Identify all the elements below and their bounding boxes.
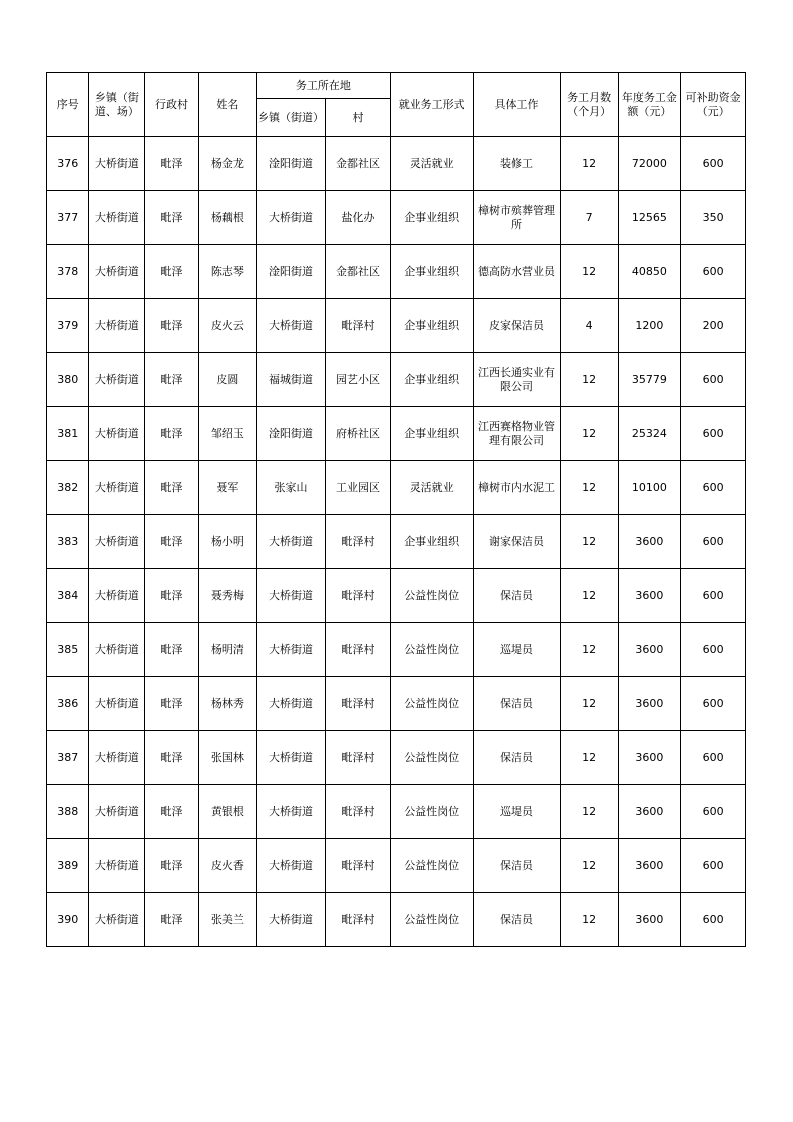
cell-employment-form: 企事业组织 <box>390 245 473 299</box>
cell-months: 12 <box>560 623 618 677</box>
col-header-village: 行政村 <box>145 73 199 137</box>
cell-work-location-village: 毗泽村 <box>326 569 391 623</box>
cell-annual-amount: 3600 <box>618 839 681 893</box>
cell-months: 12 <box>560 407 618 461</box>
cell-specific-work: 樟树市殡葬管理所 <box>473 191 560 245</box>
cell-town: 大桥街道 <box>89 677 145 731</box>
cell-specific-work: 德高防水营业员 <box>473 245 560 299</box>
cell-annual-amount: 1200 <box>618 299 681 353</box>
cell-town: 大桥街道 <box>89 893 145 947</box>
cell-work-location-village: 毗泽村 <box>326 731 391 785</box>
cell-employment-form: 企事业组织 <box>390 407 473 461</box>
cell-employment-form: 公益性岗位 <box>390 785 473 839</box>
col-header-work-location-village: 村 <box>326 99 391 137</box>
cell-subsidy: 600 <box>681 407 746 461</box>
cell-work-location-village: 金都社区 <box>326 245 391 299</box>
cell-work-location-town: 大桥街道 <box>256 785 325 839</box>
table-row <box>47 623 746 677</box>
cell-months: 12 <box>560 569 618 623</box>
cell-village: 毗泽 <box>145 353 199 407</box>
cell-annual-amount: 35779 <box>618 353 681 407</box>
cell-months: 12 <box>560 461 618 515</box>
cell-annual-amount: 3600 <box>618 731 681 785</box>
cell-specific-work: 谢家保洁员 <box>473 515 560 569</box>
cell-annual-amount: 25324 <box>618 407 681 461</box>
cell-specific-work: 巡堤员 <box>473 785 560 839</box>
col-header-name: 姓名 <box>198 73 256 137</box>
cell-seq: 383 <box>47 515 89 569</box>
cell-work-location-town: 大桥街道 <box>256 893 325 947</box>
cell-specific-work: 保洁员 <box>473 839 560 893</box>
cell-seq: 381 <box>47 407 89 461</box>
cell-work-location-town: 张家山 <box>256 461 325 515</box>
cell-months: 12 <box>560 245 618 299</box>
cell-village: 毗泽 <box>145 191 199 245</box>
cell-town: 大桥街道 <box>89 515 145 569</box>
cell-months: 12 <box>560 677 618 731</box>
cell-name: 杨小明 <box>198 515 256 569</box>
cell-village: 毗泽 <box>145 515 199 569</box>
cell-town: 大桥街道 <box>89 353 145 407</box>
col-header-specific-work: 具体工作 <box>473 73 560 137</box>
cell-village: 毗泽 <box>145 785 199 839</box>
col-header-months: 务工月数（个月） <box>560 73 618 137</box>
cell-employment-form: 公益性岗位 <box>390 839 473 893</box>
table-row <box>47 515 746 569</box>
cell-town: 大桥街道 <box>89 785 145 839</box>
cell-name: 张国林 <box>198 731 256 785</box>
cell-name: 邹绍玉 <box>198 407 256 461</box>
cell-name: 聂秀梅 <box>198 569 256 623</box>
cell-subsidy: 600 <box>681 515 746 569</box>
cell-work-location-town: 大桥街道 <box>256 299 325 353</box>
cell-village: 毗泽 <box>145 245 199 299</box>
cell-town: 大桥街道 <box>89 569 145 623</box>
cell-work-location-village: 园艺小区 <box>326 353 391 407</box>
cell-months: 12 <box>560 137 618 191</box>
table-row <box>47 731 746 785</box>
cell-annual-amount: 3600 <box>618 677 681 731</box>
cell-village: 毗泽 <box>145 677 199 731</box>
cell-work-location-town: 大桥街道 <box>256 515 325 569</box>
cell-work-location-town: 淦阳街道 <box>256 245 325 299</box>
cell-annual-amount: 12565 <box>618 191 681 245</box>
cell-months: 12 <box>560 515 618 569</box>
cell-name: 杨明清 <box>198 623 256 677</box>
cell-annual-amount: 40850 <box>618 245 681 299</box>
cell-work-location-village: 工业园区 <box>326 461 391 515</box>
cell-name: 杨林秀 <box>198 677 256 731</box>
cell-months: 12 <box>560 839 618 893</box>
cell-work-location-town: 大桥街道 <box>256 839 325 893</box>
cell-subsidy: 600 <box>681 137 746 191</box>
cell-work-location-town: 大桥街道 <box>256 731 325 785</box>
cell-annual-amount: 3600 <box>618 569 681 623</box>
cell-name: 陈志琴 <box>198 245 256 299</box>
table-row <box>47 569 746 623</box>
cell-seq: 384 <box>47 569 89 623</box>
cell-name: 聂军 <box>198 461 256 515</box>
cell-name: 张美兰 <box>198 893 256 947</box>
cell-months: 12 <box>560 785 618 839</box>
cell-work-location-village: 毗泽村 <box>326 677 391 731</box>
cell-name: 皮圆 <box>198 353 256 407</box>
cell-work-location-town: 福城街道 <box>256 353 325 407</box>
cell-town: 大桥街道 <box>89 191 145 245</box>
cell-months: 12 <box>560 893 618 947</box>
cell-annual-amount: 3600 <box>618 515 681 569</box>
cell-work-location-town: 大桥街道 <box>256 191 325 245</box>
cell-work-location-village: 毗泽村 <box>326 299 391 353</box>
cell-village: 毗泽 <box>145 623 199 677</box>
cell-employment-form: 企事业组织 <box>390 299 473 353</box>
cell-work-location-town: 大桥街道 <box>256 623 325 677</box>
cell-specific-work: 樟树市内水泥工 <box>473 461 560 515</box>
col-header-town: 乡镇（街道、场） <box>89 73 145 137</box>
table-header <box>47 73 746 137</box>
table-row <box>47 299 746 353</box>
cell-village: 毗泽 <box>145 893 199 947</box>
cell-subsidy: 600 <box>681 893 746 947</box>
cell-subsidy: 600 <box>681 785 746 839</box>
cell-town: 大桥街道 <box>89 461 145 515</box>
cell-annual-amount: 3600 <box>618 785 681 839</box>
cell-work-location-town: 大桥街道 <box>256 569 325 623</box>
cell-seq: 382 <box>47 461 89 515</box>
cell-specific-work: 巡堤员 <box>473 623 560 677</box>
table-row <box>47 893 746 947</box>
cell-annual-amount: 10100 <box>618 461 681 515</box>
employment-subsidy-table <box>46 72 746 947</box>
cell-employment-form: 公益性岗位 <box>390 893 473 947</box>
cell-employment-form: 公益性岗位 <box>390 623 473 677</box>
table-row <box>47 839 746 893</box>
cell-village: 毗泽 <box>145 299 199 353</box>
cell-seq: 376 <box>47 137 89 191</box>
cell-village: 毗泽 <box>145 407 199 461</box>
col-header-work-location-town: 乡镇（街道） <box>256 99 325 137</box>
table-row <box>47 461 746 515</box>
cell-seq: 389 <box>47 839 89 893</box>
cell-work-location-village: 金都社区 <box>326 137 391 191</box>
cell-work-location-village: 毗泽村 <box>326 515 391 569</box>
cell-village: 毗泽 <box>145 731 199 785</box>
cell-seq: 390 <box>47 893 89 947</box>
cell-town: 大桥街道 <box>89 407 145 461</box>
cell-name: 皮火云 <box>198 299 256 353</box>
cell-annual-amount: 72000 <box>618 137 681 191</box>
cell-seq: 380 <box>47 353 89 407</box>
cell-seq: 386 <box>47 677 89 731</box>
cell-work-location-village: 府桥社区 <box>326 407 391 461</box>
cell-village: 毗泽 <box>145 461 199 515</box>
cell-town: 大桥街道 <box>89 137 145 191</box>
cell-subsidy: 600 <box>681 623 746 677</box>
table-row <box>47 245 746 299</box>
cell-employment-form: 企事业组织 <box>390 515 473 569</box>
cell-months: 12 <box>560 731 618 785</box>
cell-town: 大桥街道 <box>89 839 145 893</box>
cell-specific-work: 保洁员 <box>473 569 560 623</box>
cell-work-location-village: 毗泽村 <box>326 893 391 947</box>
cell-specific-work: 装修工 <box>473 137 560 191</box>
table-row <box>47 677 746 731</box>
cell-town: 大桥街道 <box>89 623 145 677</box>
cell-employment-form: 公益性岗位 <box>390 731 473 785</box>
table-container <box>46 72 746 947</box>
col-header-annual-amount: 年度务工金额（元） <box>618 73 681 137</box>
table-row <box>47 407 746 461</box>
cell-annual-amount: 3600 <box>618 893 681 947</box>
cell-annual-amount: 3600 <box>618 623 681 677</box>
cell-name: 黄银根 <box>198 785 256 839</box>
cell-specific-work: 保洁员 <box>473 731 560 785</box>
cell-name: 杨金龙 <box>198 137 256 191</box>
cell-seq: 388 <box>47 785 89 839</box>
cell-seq: 377 <box>47 191 89 245</box>
table-row <box>47 785 746 839</box>
cell-subsidy: 600 <box>681 461 746 515</box>
cell-village: 毗泽 <box>145 839 199 893</box>
cell-work-location-town: 大桥街道 <box>256 677 325 731</box>
cell-subsidy: 200 <box>681 299 746 353</box>
cell-seq: 387 <box>47 731 89 785</box>
cell-work-location-town: 淦阳街道 <box>256 407 325 461</box>
col-header-work-location-group: 务工所在地 <box>256 73 390 99</box>
cell-work-location-village: 毗泽村 <box>326 839 391 893</box>
col-header-subsidy: 可补助资金（元） <box>681 73 746 137</box>
cell-subsidy: 600 <box>681 731 746 785</box>
cell-subsidy: 600 <box>681 569 746 623</box>
cell-town: 大桥街道 <box>89 731 145 785</box>
cell-name: 杨藕根 <box>198 191 256 245</box>
cell-subsidy: 600 <box>681 353 746 407</box>
cell-seq: 378 <box>47 245 89 299</box>
cell-specific-work: 江西赛格物业管理有限公司 <box>473 407 560 461</box>
cell-seq: 385 <box>47 623 89 677</box>
col-header-employment-form: 就业务工形式 <box>390 73 473 137</box>
table-row <box>47 137 746 191</box>
cell-employment-form: 企事业组织 <box>390 353 473 407</box>
cell-specific-work: 江西长通实业有限公司 <box>473 353 560 407</box>
table-row <box>47 353 746 407</box>
cell-employment-form: 公益性岗位 <box>390 677 473 731</box>
cell-work-location-village: 毗泽村 <box>326 785 391 839</box>
cell-employment-form: 公益性岗位 <box>390 569 473 623</box>
cell-work-location-town: 淦阳街道 <box>256 137 325 191</box>
cell-months: 4 <box>560 299 618 353</box>
cell-employment-form: 灵活就业 <box>390 461 473 515</box>
cell-village: 毗泽 <box>145 569 199 623</box>
cell-months: 7 <box>560 191 618 245</box>
cell-town: 大桥街道 <box>89 245 145 299</box>
cell-subsidy: 600 <box>681 839 746 893</box>
cell-work-location-village: 盐化办 <box>326 191 391 245</box>
cell-subsidy: 600 <box>681 677 746 731</box>
table-body <box>47 137 746 947</box>
cell-specific-work: 皮家保洁员 <box>473 299 560 353</box>
cell-seq: 379 <box>47 299 89 353</box>
cell-months: 12 <box>560 353 618 407</box>
col-header-seq: 序号 <box>47 73 89 137</box>
cell-employment-form: 企事业组织 <box>390 191 473 245</box>
cell-town: 大桥街道 <box>89 299 145 353</box>
cell-village: 毗泽 <box>145 137 199 191</box>
cell-work-location-village: 毗泽村 <box>326 623 391 677</box>
cell-specific-work: 保洁员 <box>473 893 560 947</box>
table-row <box>47 191 746 245</box>
cell-specific-work: 保洁员 <box>473 677 560 731</box>
cell-subsidy: 350 <box>681 191 746 245</box>
cell-employment-form: 灵活就业 <box>390 137 473 191</box>
cell-subsidy: 600 <box>681 245 746 299</box>
cell-name: 皮火香 <box>198 839 256 893</box>
